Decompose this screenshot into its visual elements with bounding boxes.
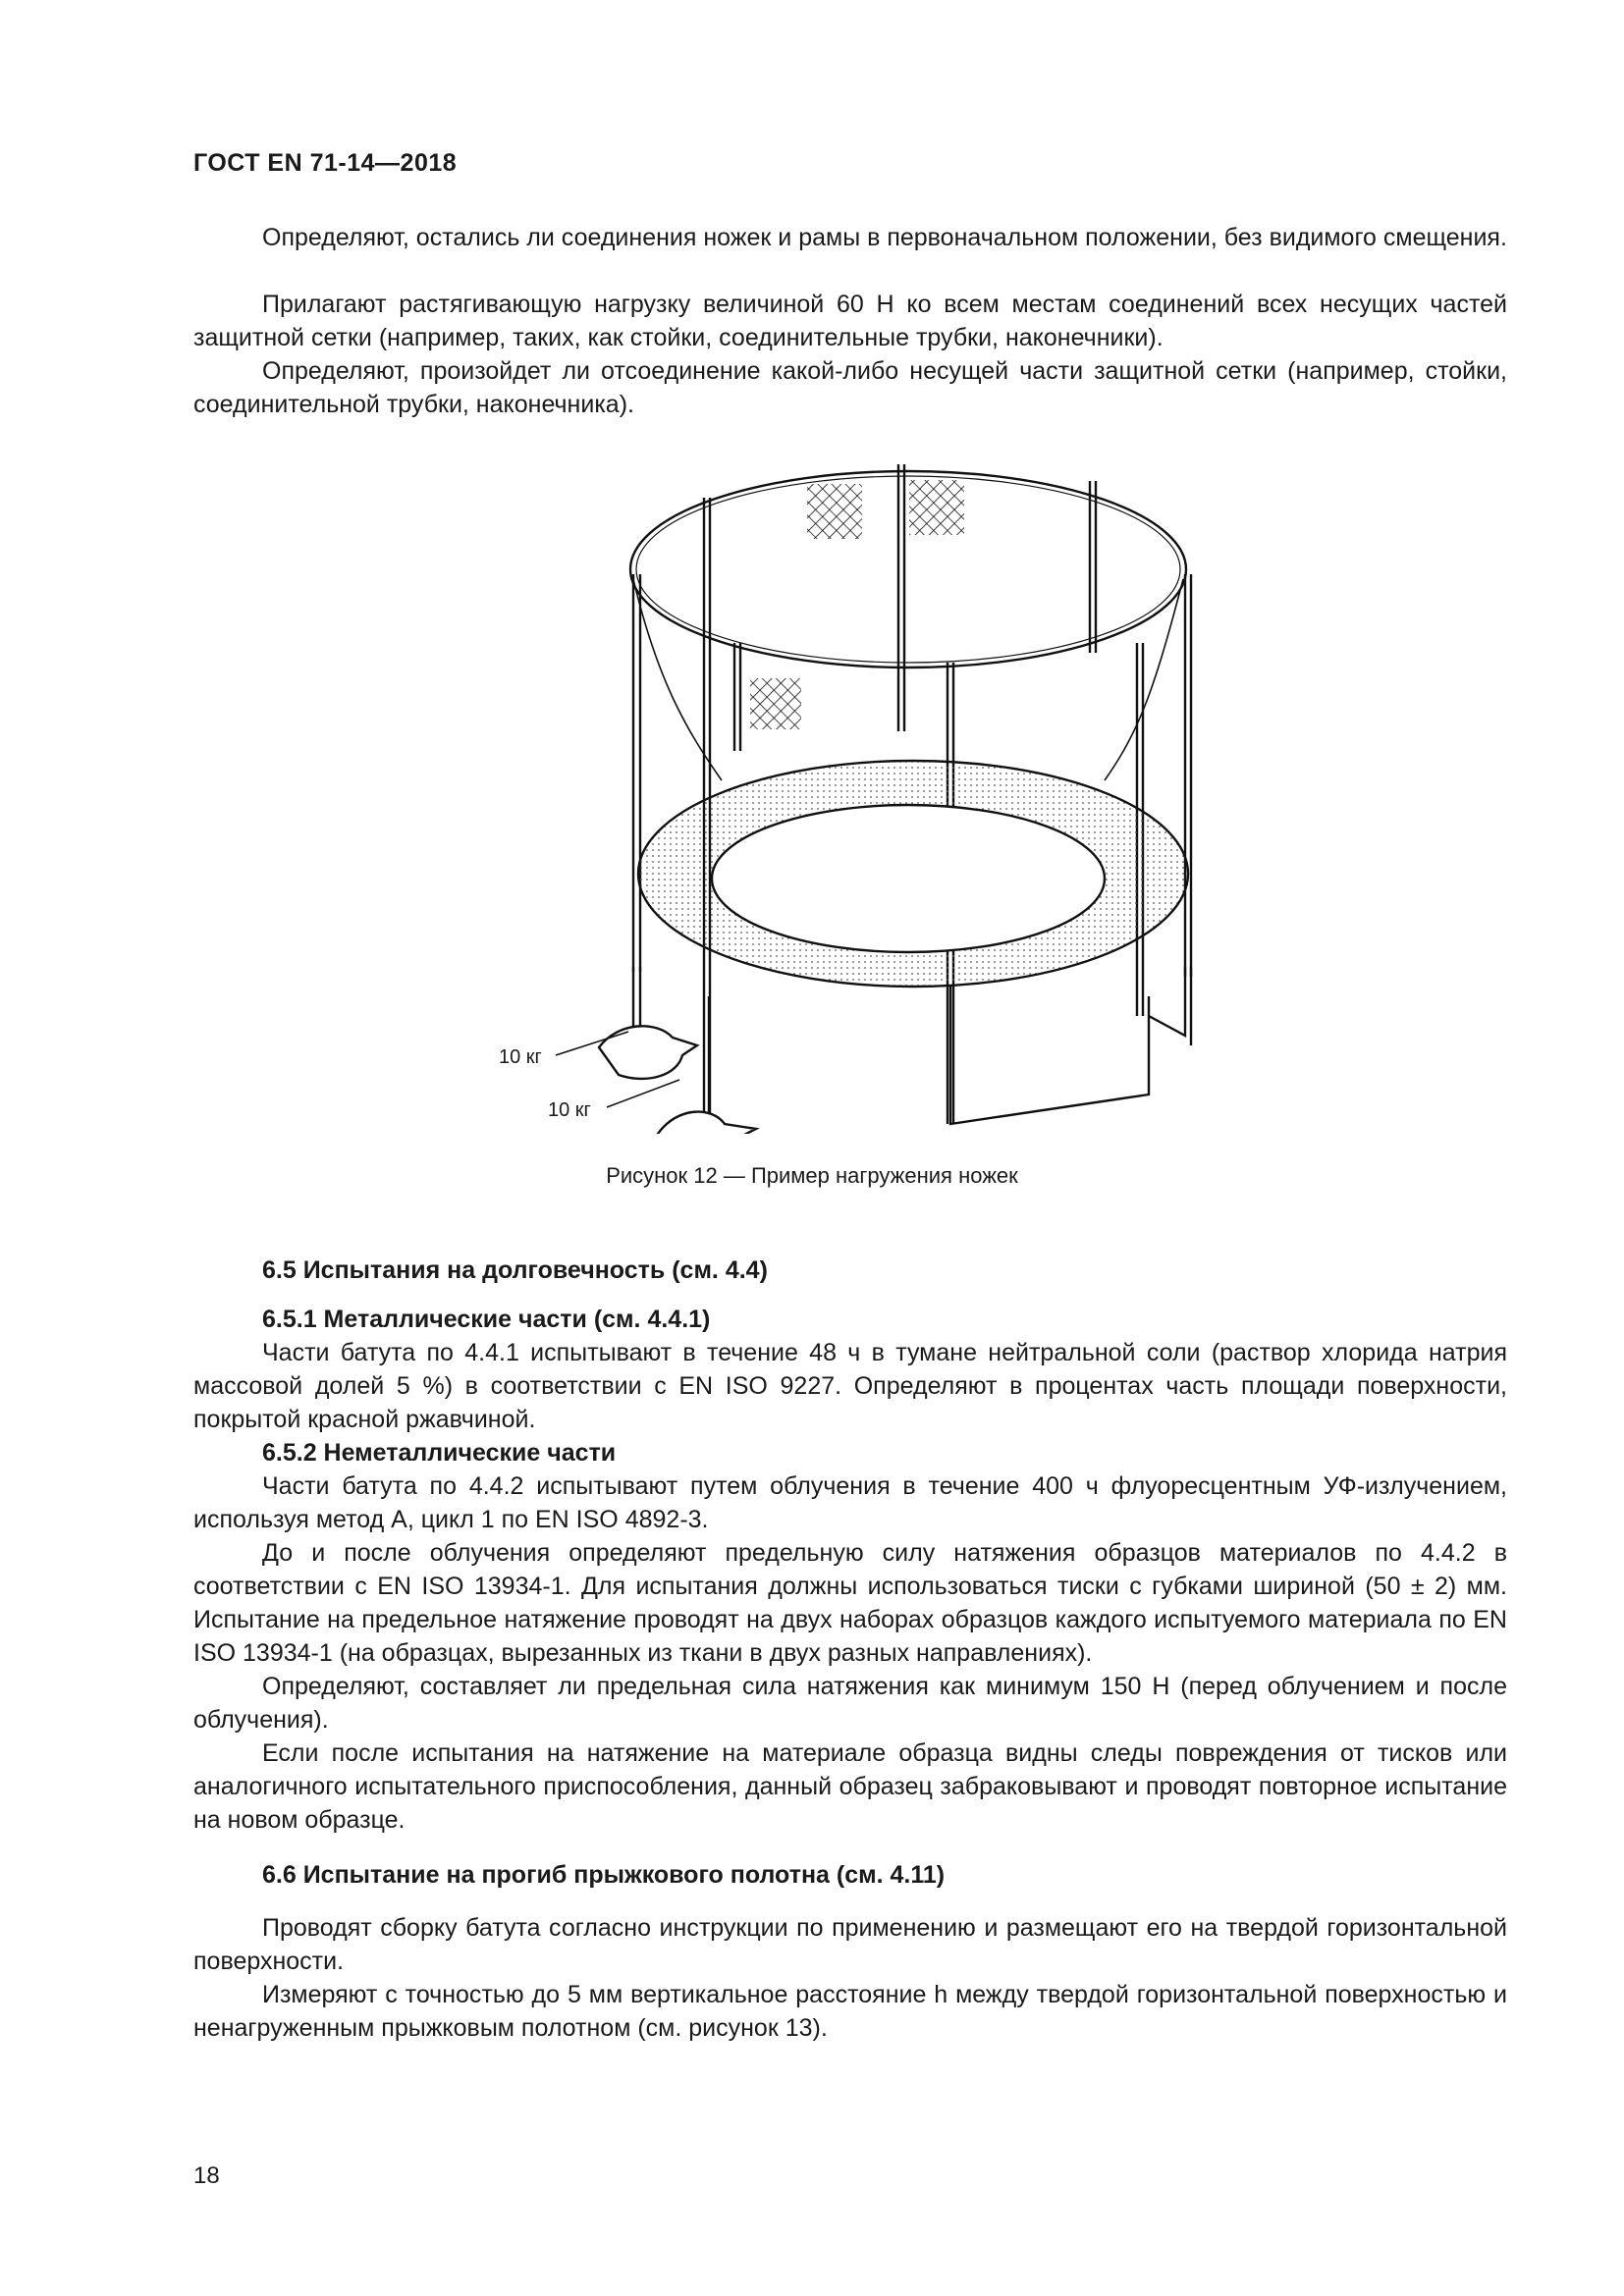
trampoline-figure [461,447,1227,1134]
section-6-5-2-paragraph-4: Если после испытания на натяжение на материале образца видны следы повреждения от тисков или аналогичного испытательного приспособления, данный образец забраковывают и проводят повторное испытание на новом образце. [193,1739,1507,1834]
jumping-mat [712,805,1105,952]
figure-caption: Рисунок 12 — Пример нагружения ножек [606,1163,1018,1188]
section-6-5-1-text: Части батута по 4.4.1 испытывают в течение 48 ч в тумане нейтральной соли (раствор хлорида натрия массовой долей 5 %) в соответствии с EN ISO 9227. Определяют в процентах часть площади поверхности, покрытой красной ржавчиной. [193,1339,1507,1433]
section-6-6-title: 6.6 Испытание на прогиб прыжкового полотна (см. 4.11) [262,1861,946,1889]
weight-1 [599,1026,697,1079]
section-6-5-2-title: 6.5.2 Неметаллические части [262,1439,617,1467]
document-header: ГОСТ EN 71-14—2018 [193,149,458,177]
section-6-5-title: 6.5 Испытания на долговечность (см. 4.4) [262,1256,768,1284]
page-number: 18 [193,2163,220,2189]
paragraph-detachment-check: Определяют, произойдет ли отсоединение какой-либо несущей части защитной сетки (например, стойки, соединительной трубки, наконечника). [193,357,1507,418]
paragraph-tension-load: Прилагают растягивающую нагрузку величиной 60 Н ко всем местам соединений всех несущих частей защитной сетки (например, таких, как стойки, соединительные трубки, наконечники). [193,291,1507,351]
section-6-5-2-paragraph-1: Части батута по 4.4.2 испытывают путем облучения в течение 400 ч флуоресцентным УФ-излучением, используя метод А, цикл 1 по EN ISO 4892-3. [193,1472,1507,1533]
net-mesh-2 [909,480,964,535]
section-6-5-1-title: 6.5.1 Металлические части (см. 4.4.1) [262,1306,711,1333]
weight-2 [658,1112,756,1134]
weight-label-2: 10 кг [548,1099,591,1121]
top-ring [630,471,1186,667]
section-6-6-paragraph-2: Измеряют с точностью до 5 мм вертикальное расстояние h между твердой горизонтальной поверхностью и ненагруженным прыжковым полотном (см. рисунок 13). [193,1981,1507,2042]
weight-label-1: 10 кг [499,1046,542,1068]
section-6-5-2-paragraph-3: Определяют, составляет ли предельная сила натяжения как минимум 150 Н (перед облучением и после облучения). [193,1673,1507,1734]
paragraph-joints-check: Определяют, остались ли соединения ножек и рамы в первоначальном положении, без видимого смещения. [262,224,1507,251]
net-mesh-3 [750,678,801,729]
net-mesh-1 [807,484,862,539]
section-6-6-paragraph-1: Проводят сборку батута согласно инструкции по применению и размещают его на твердой горизонтальной поверхности. [193,1914,1507,1975]
section-6-5-2-paragraph-2: До и после облучения определяют предельную силу натяжения образцов материалов по 4.4.2 в соответствии с EN ISO 13934-1. Для испытания должны использоваться тиски с губками шириной (50 ± 2) мм. Испытание на предельное натяжение проводят на двух наборах образцов каждого испытуемого материала по EN ISO 13934-1 (на образцах, вырезанных из ткани в двух разных направлениях). [193,1539,1507,1667]
